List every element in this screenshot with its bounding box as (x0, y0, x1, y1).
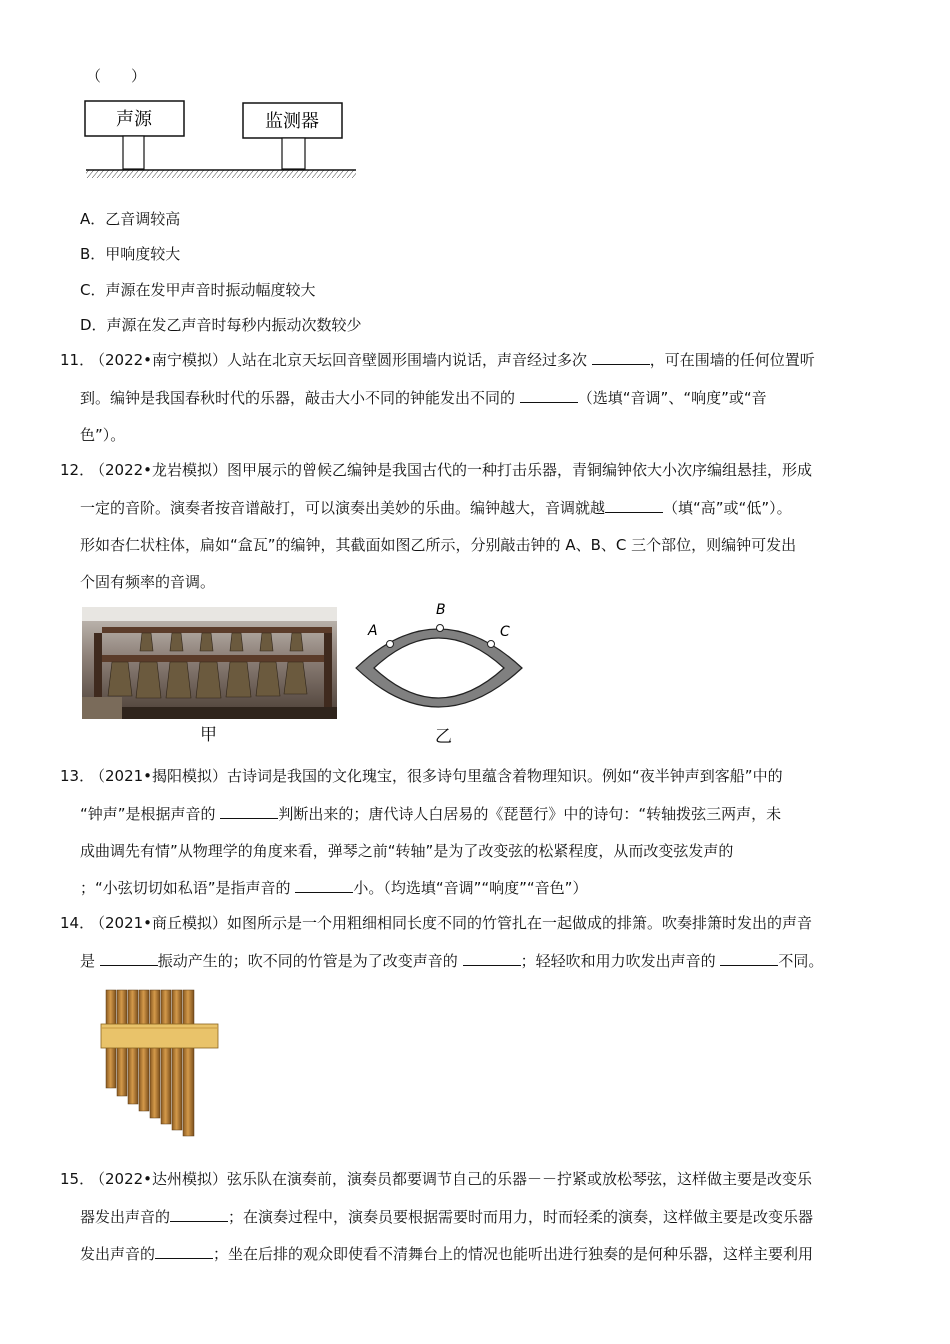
option-a: A．乙音调较高 (80, 210, 181, 228)
q12-line3: 形如杏仁状柱体，扁如“盒瓦”的编钟，其截面如图乙所示，分别敲击钟的 A、B、C 三个部位，则编钟可发出 (80, 536, 797, 554)
q11-number: 11． (60, 351, 95, 369)
q11-line3: 色”）。 (80, 426, 126, 444)
q12-line4: 个固有频率的音调。 (80, 573, 216, 591)
option-b: B．甲响度较大 (80, 245, 181, 263)
q11-line1: （2022•南宁模拟）人站在北京天坛回音壁圆形围墙内说话，声音经过多次 ，可在围墙的任何位置听 (90, 351, 815, 369)
point-a-label: A (368, 623, 378, 639)
q11-blank1 (592, 350, 650, 365)
option-c: C．声源在发甲声音时振动幅度较大 (80, 281, 316, 299)
answer-paren: （ ） (86, 67, 147, 85)
ground-hatch (86, 170, 356, 178)
point-c-label: C (500, 624, 510, 640)
q14-number: 14． (60, 914, 95, 932)
q13-line1: （2021•揭阳模拟）古诗词是我国的文化瑰宝，很多诗句里蕴含着物理知识。例如“夜半钟声到客船”中的 (90, 767, 783, 785)
source-detector-diagram (84, 98, 359, 184)
source-stand (123, 136, 144, 169)
q13-line4: ；“小弦切切如私语”是指声音的 小。（均选填“音调”“响度”“音色”） (80, 879, 588, 897)
q11-blank2 (520, 388, 578, 403)
source-label: 声源 (116, 109, 152, 130)
q13-line3: 成曲调先有情”从物理学的角度来看，弹琴之前“转轴”是为了改变弦的松紧程度，从而改变弦发声的 (80, 842, 734, 860)
q12-line2: 一定的音阶。演奏者按音谱敲打，可以演奏出美妙的乐曲。编钟越大，音调就越 （填“高”或“低”）。 (80, 499, 792, 517)
q15-number: 15． (60, 1170, 95, 1188)
q14-blank1 (100, 951, 158, 966)
q13-number: 13． (60, 767, 95, 785)
q13-blank1 (220, 804, 278, 819)
q15-line2: 器发出声音的 ；在演奏过程中，演奏员要根据需要时而用力，时而轻柔的演奏，这样做主要是改变乐器 (80, 1208, 814, 1226)
q15-line3: 发出声音的 ；坐在后排的观众即使看不清舞台上的情况也能听出进行独奏的是何种乐器，这样主要利用 (80, 1245, 814, 1263)
q12-number: 12． (60, 461, 95, 479)
q15-line1: （2022•达州模拟）弦乐队在演奏前，演奏员都要调节自己的乐器－－拧紧或放松琴弦，这样做主要是改变乐 (90, 1170, 813, 1188)
q14-blank3 (720, 951, 778, 966)
fig-jia-caption: 甲 (200, 725, 217, 745)
q12-line1: （2022•龙岩模拟）图甲展示的曾候乙编钟是我国古代的一种打击乐器，青铜编钟依大小次序编组悬挂，形成 (90, 461, 813, 479)
q13-blank2 (295, 878, 353, 893)
q14-line2: 是 振动产生的；吹不同的竹管是为了改变声音的 ；轻轻吹和用力吹发出声音的 不同。 (80, 952, 824, 970)
detector-stand (282, 138, 305, 169)
q12-blank1 (605, 498, 663, 513)
q15-blank2 (155, 1244, 213, 1259)
bell-cross-section (350, 600, 530, 725)
q11-line2: 到。编钟是我国春秋时代的乐器，敲击大小不同的钟能发出不同的 （选填“音调”、“响度”或“音 (80, 389, 767, 407)
q14-line1: （2021•商丘模拟）如图所示是一个用粗细相同长度不同的竹管扎在一起做成的排箫。吹奏排箫时发出的声音 (90, 914, 813, 932)
detector-label: 监测器 (265, 111, 319, 132)
q15-blank1 (170, 1207, 228, 1222)
bianzhong-photo (82, 607, 337, 719)
pan-flute-photo (100, 988, 222, 1138)
point-b-label: B (436, 602, 446, 618)
option-d: D．声源在发乙声音时每秒内振动次数较少 (80, 316, 362, 334)
q13-line2: “钟声”是根据声音的 判断出来的；唐代诗人白居易的《琵琶行》中的诗句：“转轴拨弦三两声，未 (80, 805, 782, 823)
fig-yi-caption: 乙 (435, 727, 452, 747)
q14-blank2 (463, 951, 521, 966)
